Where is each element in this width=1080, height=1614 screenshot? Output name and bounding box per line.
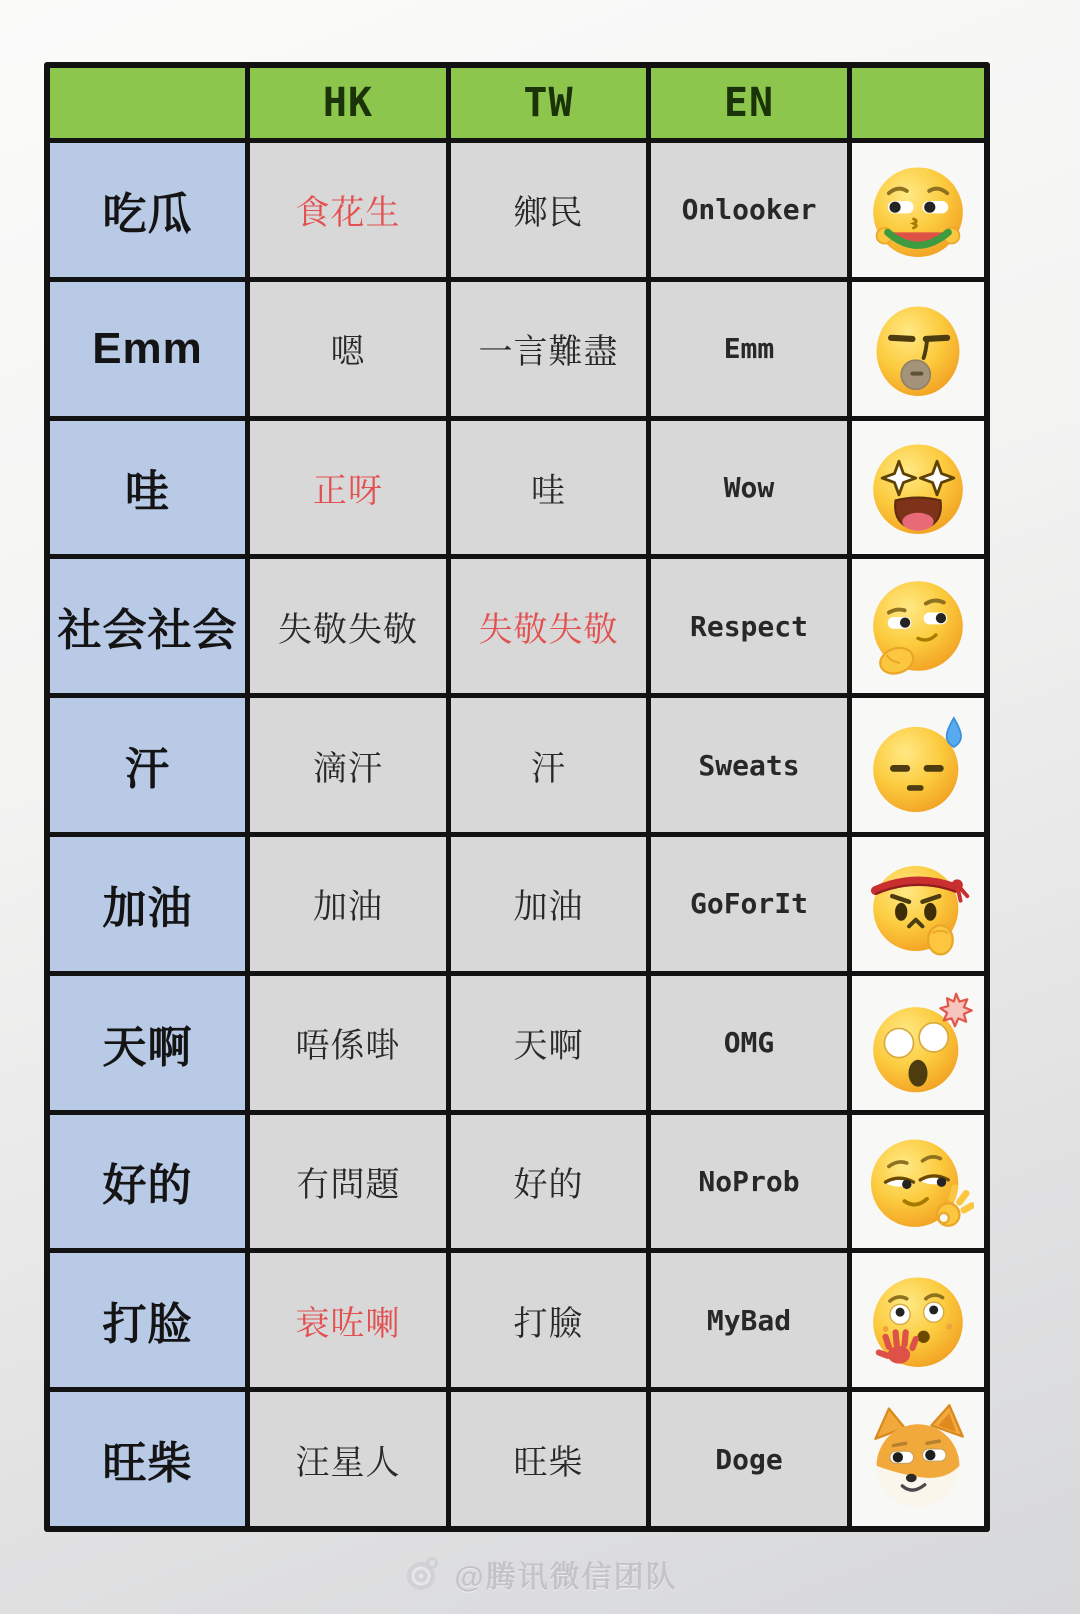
cell-hk: 汪星人 <box>250 1392 446 1526</box>
cell-tw: 天啊 <box>451 976 646 1110</box>
cell-hk: 失敬失敬 <box>250 559 446 693</box>
emoji-cell <box>852 559 984 693</box>
cell-hk: 食花生 <box>250 143 446 277</box>
cell-en: Sweats <box>651 698 847 832</box>
cell-tw: 失敬失敬 <box>451 559 646 693</box>
cell-tw: 打臉 <box>451 1253 646 1387</box>
cell-tw: 汗 <box>451 698 646 832</box>
cell-tw: 旺柴 <box>451 1392 646 1526</box>
row-label: 社会社会 <box>50 559 245 693</box>
emoji-cell <box>852 143 984 277</box>
emoji-cell <box>852 698 984 832</box>
cell-tw: 一言難盡 <box>451 282 646 416</box>
cell-hk: 嗯 <box>250 282 446 416</box>
cell-tw: 好的 <box>451 1115 646 1249</box>
header-emoji-blank <box>852 68 984 138</box>
row-label: 天啊 <box>50 976 245 1110</box>
header-tw: TW <box>451 68 646 138</box>
cell-hk: 正呀 <box>250 421 446 555</box>
sweats-face-icon <box>862 709 974 821</box>
wow-starstruck-face-icon <box>862 431 974 543</box>
cell-en: NoProb <box>651 1115 847 1249</box>
noprob-ok-hand-face-icon <box>862 1125 974 1237</box>
mybad-slapped-face-icon <box>862 1264 974 1376</box>
cell-en: Wow <box>651 421 847 555</box>
goforit-headband-face-icon <box>862 848 974 960</box>
cell-en: GoForIt <box>651 837 847 971</box>
emoji-cell <box>852 1392 984 1526</box>
cell-en: OMG <box>651 976 847 1110</box>
cell-tw: 哇 <box>451 421 646 555</box>
cell-en: Respect <box>651 559 847 693</box>
header-blank <box>50 68 245 138</box>
respect-chin-stroke-face-icon <box>862 570 974 682</box>
emoji-cell <box>852 421 984 555</box>
omg-shocked-face-icon <box>862 987 974 1099</box>
header-en: EN <box>651 68 847 138</box>
header-hk: HK <box>250 68 446 138</box>
row-label: 加油 <box>50 837 245 971</box>
watermark <box>0 1550 1080 1598</box>
onlooker-watermelon-face-icon <box>862 154 974 266</box>
emm-sigh-face-icon <box>862 293 974 405</box>
row-label: 吃瓜 <box>50 143 245 277</box>
doge-shiba-face-icon <box>862 1403 974 1515</box>
cell-en: Onlooker <box>651 143 847 277</box>
cell-hk: 唔係啩 <box>250 976 446 1110</box>
emoji-cell <box>852 837 984 971</box>
emoji-cell <box>852 976 984 1110</box>
cell-hk: 加油 <box>250 837 446 971</box>
emoji-translation-table <box>44 62 990 1532</box>
emoji-cell <box>852 282 984 416</box>
weibo-watermark-logo-icon <box>402 1554 442 1594</box>
row-label: 汗 <box>50 698 245 832</box>
cell-hk: 冇問題 <box>250 1115 446 1249</box>
emoji-cell <box>852 1253 984 1387</box>
cell-en: Doge <box>651 1392 847 1526</box>
cell-tw: 鄉民 <box>451 143 646 277</box>
row-label: 哇 <box>50 421 245 555</box>
row-label: 旺柴 <box>50 1392 245 1526</box>
cell-tw: 加油 <box>451 837 646 971</box>
cell-hk: 衰咗喇 <box>250 1253 446 1387</box>
cell-en: Emm <box>651 282 847 416</box>
row-label: 打脸 <box>50 1253 245 1387</box>
row-label: 好的 <box>50 1115 245 1249</box>
watermark-text: @腾讯微信团队 <box>454 1561 678 1594</box>
cell-en: MyBad <box>651 1253 847 1387</box>
row-label: Emm <box>50 282 245 416</box>
cell-hk: 滴汗 <box>250 698 446 832</box>
emoji-cell <box>852 1115 984 1249</box>
